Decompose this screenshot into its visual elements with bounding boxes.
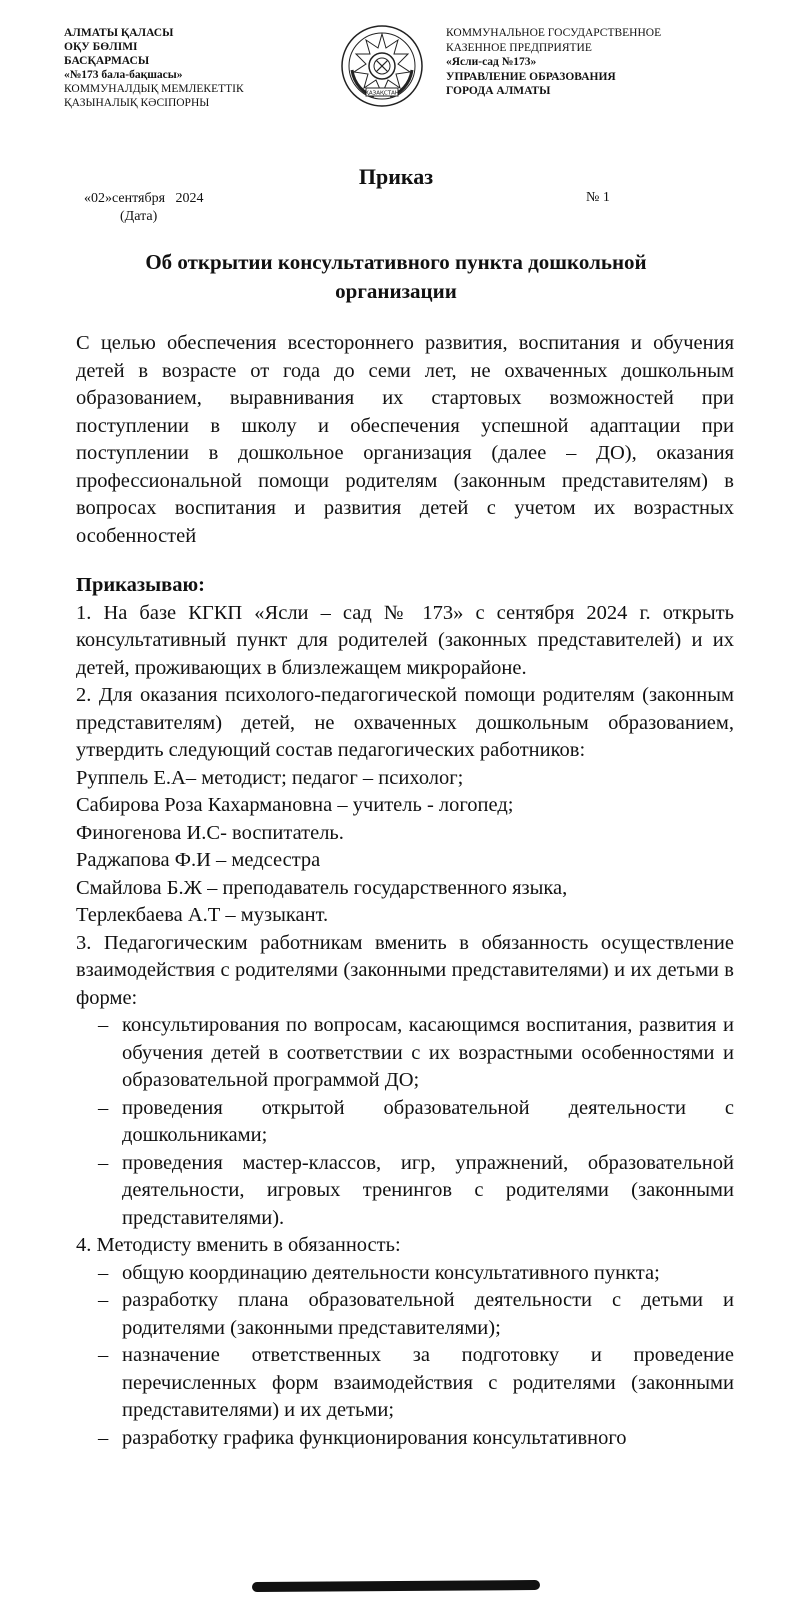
bullet-dash: –: [98, 1261, 109, 1284]
order-item-3: 3. Педагогическим работникам вменить в обязанность осуществление взаимодействия с родителями (законными представителями) и их детьми в форме:: [76, 931, 734, 1009]
list-item: [76, 1095, 734, 1150]
header-right-line: ГОРОДА АЛМАТЫ: [446, 85, 551, 97]
order-date: «02»сентября 2024: [84, 191, 204, 206]
bullet-dash: –: [98, 1096, 109, 1119]
redaction-mark: [252, 1580, 540, 1592]
document-type: Приказ: [358, 164, 434, 189]
list-item-text: общую координацию деятельности консультативного пункта;: [122, 1261, 660, 1284]
list-item-text: проведения мастер-классов, игр, упражнений, образовательной деятельности, игровых тренингов с родителями (законными представителями).: [122, 1151, 734, 1229]
header-left-line: «№173 бала-бақшасы»: [64, 69, 183, 81]
document-header: [0, 0, 792, 130]
list-item-text: назначение ответственных за подготовку и проведение перечисленных форм взаимодействия с родителями (законными представителями) и их детьми;: [122, 1344, 734, 1421]
list-item: [76, 1425, 734, 1453]
header-right-line: КОММУНАЛЬНОЕ ГОСУДАРСТВЕННОЕ: [446, 27, 662, 39]
bullet-dash: –: [98, 1426, 109, 1449]
list-item: [76, 1150, 734, 1233]
order-item-2: 2. Для оказания психолого-педагогической помощи родителям (законным представителям) детей, не охваченных дошкольным образованием, утвердить следующий состав педагогических работников:: [76, 684, 734, 761]
item4-bullet-list: [76, 1260, 734, 1453]
order-title: Об открытии консультативного пункта дошкольной организации: [145, 250, 647, 303]
bullet-dash: –: [98, 1151, 109, 1174]
header-right-line: «Ясли-сад №173»: [446, 56, 537, 68]
header-russian-block: [446, 26, 661, 99]
order-heading: Приказываю:: [76, 574, 205, 596]
header-left-line: ҚАЗЫНАЛЫҚ КӘСІПОРНЫ: [64, 97, 210, 109]
bullet-dash: –: [98, 1344, 109, 1366]
emblem-text: ҚАЗАҚСТАН: [365, 90, 399, 97]
order-number: № 1: [586, 190, 610, 205]
header-left-line: АЛМАТЫ ҚАЛАСЫ: [64, 27, 174, 39]
header-right-line: КАЗЕННОЕ ПРЕДПРИЯТИЕ: [446, 41, 592, 54]
header-kazakh-block: [64, 26, 244, 110]
list-item-text: разработку плана образовательной деятельности с детьми и родителями (законными представителями);: [122, 1289, 734, 1339]
header-left-line: БАСҚАРМАСЫ: [64, 55, 150, 67]
header-right-line: УПРАВЛЕНИЕ ОБРАЗОВАНИЯ: [446, 70, 616, 83]
list-item: [76, 1012, 734, 1095]
bullet-dash: –: [98, 1014, 109, 1036]
list-item: [76, 1342, 734, 1425]
order-item-4: 4. Методисту вменить в обязанность:: [76, 1234, 401, 1256]
staff-member: Финогенова И.С- воспитатель.: [76, 821, 344, 844]
order-body: [76, 330, 734, 1452]
state-emblem-icon: [340, 24, 424, 108]
header-left-line: ОҚУ БӨЛІМІ: [64, 41, 138, 53]
list-item-text: разработку графика функционирования консультативного: [122, 1426, 627, 1449]
staff-member: Терлекбаева А.Т – музыкант.: [76, 904, 329, 926]
list-item-text: консультирования по вопросам, касающимся воспитания, развития и обучения детей в соответствии с их возрастными особенностями и образовательной программой ДО;: [122, 1014, 734, 1091]
item3-bullet-list: [76, 1012, 734, 1232]
staff-member: Руппель Е.А– методист; педагог – психолог;: [76, 766, 464, 789]
staff-member: Сабирова Роза Кахармановна – учитель - логопед;: [76, 794, 514, 816]
bullet-dash: –: [98, 1289, 109, 1311]
spacer: [76, 550, 734, 572]
order-item-1: 1. На базе КГКП «Ясли – сад № 173» с сентября 2024 г. открыть консультативный пункт для родителей (законных представителей) и их детей, проживающих в близлежащем микрорайоне.: [76, 601, 734, 679]
list-item-text: проведения открытой образовательной деятельности с дошкольниками;: [122, 1096, 734, 1146]
staff-list: [76, 765, 734, 930]
staff-member: Смайлова Б.Ж – преподаватель государственного языка,: [76, 876, 568, 899]
list-item: [76, 1260, 734, 1288]
staff-member: Раджапова Ф.И – медсестра: [76, 849, 321, 871]
list-item: [76, 1287, 734, 1342]
intro-paragraph: С целью обеспечения всестороннего развития, воспитания и обучения детей в возрасте от года до семи лет, не охваченных дошкольным образованием, выравнивания их стартовых возможностей при поступлении в школу и обеспечения успешной адаптации при поступлении в дошкольное организация (далее – ДО), оказания профессиональной помощи родителям (законным представителям) в вопросах воспитания и развития детей с учетом их возрастных особенностей: [76, 332, 734, 547]
date-label: (Дата): [120, 209, 158, 224]
header-left-line: КОММУНАЛДЫҚ МЕМЛЕКЕТТІК: [64, 83, 244, 95]
